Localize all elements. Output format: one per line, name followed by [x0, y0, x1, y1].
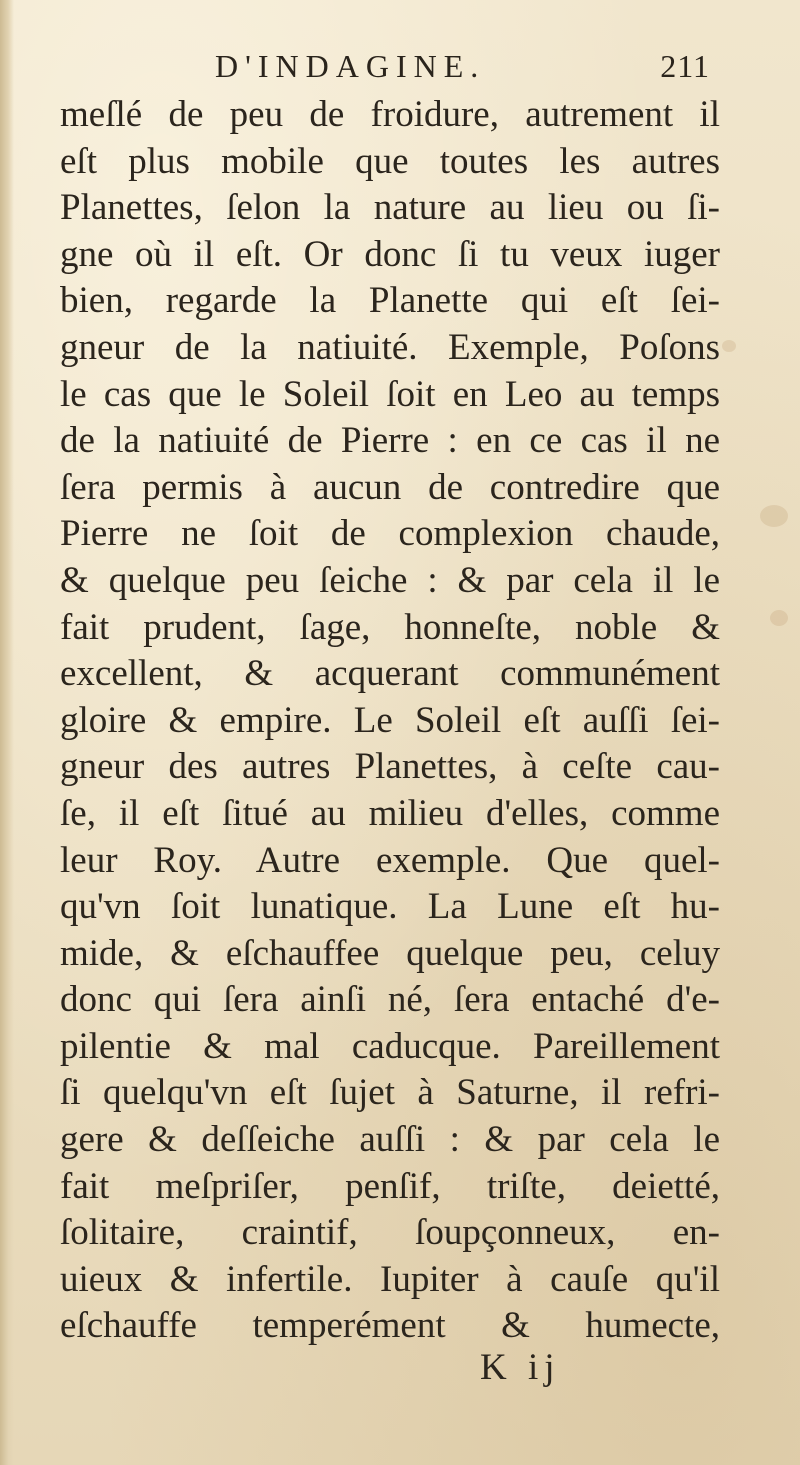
page-number: 211: [660, 48, 710, 84]
text-line: qu'vn ſoit lunatique. La Lune eſt hu-: [60, 886, 720, 928]
page-gutter-shadow: [0, 0, 14, 1465]
text-line: gneur de la natiuité. Exemple, Poſons: [60, 326, 720, 368]
text-line: fait prudent, ſage, honneſte, noble &: [60, 606, 720, 648]
text-line: de la natiuité de Pierre : en ce cas il ne: [60, 420, 720, 462]
paper-stain: [722, 340, 736, 352]
text-line: pilentie & mal caducque. Pareillement: [60, 1025, 720, 1067]
paper-stain: [770, 610, 788, 626]
text-line: Pierre ne ſoit de complexion chaude,: [60, 513, 720, 555]
text-line: donc qui ſera ainſi né, ſera entaché d'e-: [60, 979, 720, 1021]
text-line: bien, regarde la Planette qui eſt ſei-: [60, 280, 720, 322]
text-line: & quelque peu ſeiche : & par cela il le: [60, 559, 720, 601]
text-line: excellent, & acquerant communément: [60, 653, 720, 695]
text-line: fait meſpriſer, penſif, triſte, deietté,: [60, 1165, 720, 1207]
text-line: eſt plus mobile que toutes les autres: [60, 140, 720, 182]
body-text: [60, 92, 720, 1350]
text-line: eſchauffe temperément & humecte,: [60, 1305, 720, 1347]
text-line: ſera permis à aucun de contredire que: [60, 466, 720, 508]
text-line: gloire & empire. Le Soleil eſt auſſi ſei-: [60, 699, 720, 741]
text-line: ſe, il eſt ſitué au milieu d'elles, comme: [60, 792, 720, 834]
text-line: gneur des autres Planettes, à ceſte cau-: [60, 746, 720, 788]
text-line: Planettes, ſelon la nature au lieu ou ſi-: [60, 187, 720, 229]
text-line: leur Roy. Autre exemple. Que quel-: [60, 839, 720, 881]
text-line: uieux & infertile. Iupiter à cauſe qu'il: [60, 1258, 720, 1300]
text-line: mide, & eſchauffee quelque peu, celuy: [60, 932, 720, 974]
text-line: gere & deſſeiche auſſi : & par cela le: [60, 1119, 720, 1161]
text-line: ſi quelqu'vn eſt ſujet à Saturne, il refri-: [60, 1072, 720, 1114]
text-line: gne où il eſt. Or donc ſi tu veux iuger: [60, 233, 720, 275]
paper-stain: [760, 505, 788, 527]
text-line: le cas que le Soleil ſoit en Leo au temps: [60, 373, 720, 415]
text-line: ſolitaire, craintif, ſoupçonneux, en-: [60, 1212, 720, 1254]
signature-mark: K ij: [480, 1347, 561, 1388]
running-head-title: D'INDAGINE.: [215, 48, 486, 84]
running-head: [60, 48, 710, 88]
text-line: meſlé de peu de froidure, autrement il: [60, 94, 720, 135]
